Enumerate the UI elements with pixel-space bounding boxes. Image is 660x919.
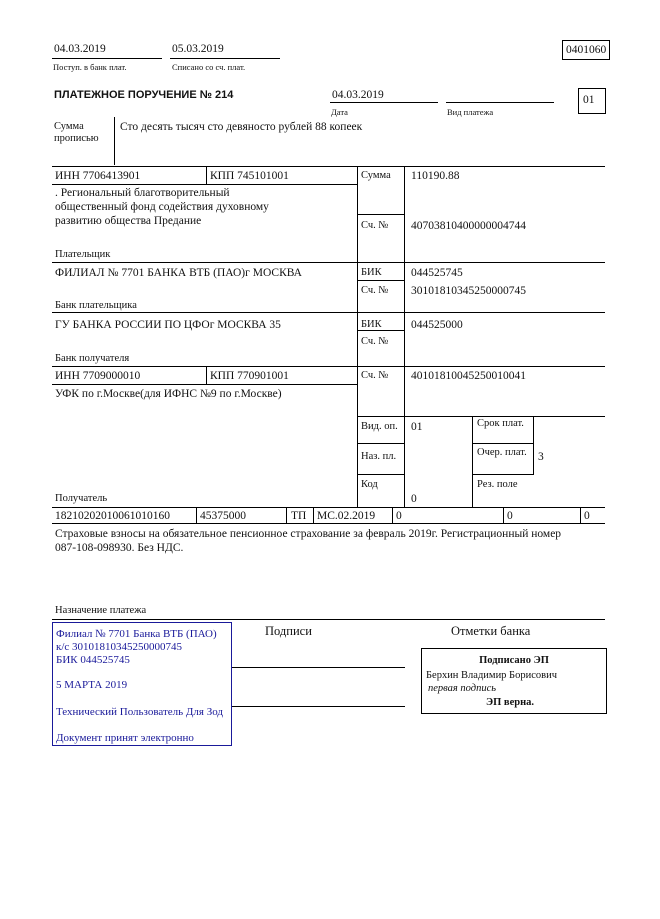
recipient-account-label: Сч. №: [361, 370, 389, 381]
payment-type-caption: Вид платежа: [447, 107, 494, 117]
signature-line-1: [232, 667, 405, 668]
grid-line-inn-bottom: [52, 184, 357, 185]
grid-vertical-labels: [404, 166, 405, 507]
grid-line-ops-1b: [472, 443, 533, 444]
form-code: 0401060: [566, 44, 607, 56]
tax-oktmo: 45375000: [200, 510, 246, 522]
grid-vertical-main: [357, 166, 358, 507]
recipient-inn: ИНН 7709000010: [55, 370, 141, 382]
order-date: 04.03.2019: [332, 89, 384, 101]
payer-bank-label: Банк плательщика: [55, 300, 137, 311]
recipient-kpp: КПП 770901001: [210, 370, 289, 382]
priority-label: Очер. плат.: [477, 447, 527, 458]
bank-marks-label: Отметки банка: [451, 624, 531, 638]
recipient-bank-bik: 044525000: [411, 319, 463, 331]
debited-date-line: [170, 58, 280, 59]
recipient-inn-kpp-divider: [206, 366, 207, 384]
recipient-name: УФК по г.Москве(для ИФНС №9 по г.Москве): [55, 388, 282, 400]
signer-name: Берхин Владимир Борисович: [426, 670, 557, 681]
debited-caption: Списано со сч. плат.: [172, 62, 246, 72]
stamp-accepted: Документ принят электронно: [56, 732, 194, 744]
tax-divider-2: [286, 507, 287, 523]
payer-name: . Региональный благотворительный общественный фонд содействия духовному развитию общества Предание: [55, 187, 269, 227]
payer-inn-kpp-divider: [206, 166, 207, 184]
received-caption: Поступ. в банк плат.: [53, 62, 127, 72]
signature-verified: ЭП верна.: [486, 697, 535, 708]
grid-line-ops-top: [357, 416, 605, 417]
grid-line-tax-bottom: [52, 523, 605, 524]
tax-divider-1: [196, 507, 197, 523]
op-type-label: Вид. оп.: [361, 421, 398, 432]
payer-bank-bik-label: БИК: [361, 267, 382, 278]
grid-line-ops-2: [357, 474, 404, 475]
order-date-line: [330, 102, 438, 103]
recipient-bank-name: ГУ БАНКА РОССИИ ПО ЦФОг МОСКВА 35: [55, 319, 281, 331]
payer-account: 40703810400000004744: [411, 220, 526, 232]
amount-words-divider: [114, 117, 115, 165]
status-code: 01: [583, 94, 595, 106]
tax-kbk: 18210202010061010160: [55, 510, 170, 522]
grid-line-recipient-bank-bottom: [52, 366, 605, 367]
tax-divider-5: [503, 507, 504, 523]
tax-divider-3: [313, 507, 314, 523]
signature-stamp: [421, 648, 607, 714]
purpose-code-label: Наз. пл.: [361, 451, 397, 462]
grid-vertical-ops-right: [533, 416, 534, 475]
code-label: Код: [361, 479, 378, 490]
grid-line-tax-top: [52, 507, 605, 508]
payer-bank-bik: 044525745: [411, 267, 463, 279]
signature-stamp-title: Подписано ЭП: [479, 655, 549, 666]
payer-label: Плательщик: [55, 249, 111, 260]
payer-kpp: КПП 745101001: [210, 170, 289, 182]
recipient-bank-corr-label: Сч. №: [361, 336, 389, 347]
purpose-label: Назначение платежа: [55, 605, 147, 616]
debited-date: 05.03.2019: [172, 43, 224, 55]
tax-period: МС.02.2019: [317, 510, 376, 522]
amount-value: 110190.88: [411, 170, 460, 182]
amount-words-label: Сумма прописью: [54, 121, 99, 144]
grid-line-recipient-inn-bottom: [52, 384, 357, 385]
payer-bank-corr-label: Сч. №: [361, 285, 389, 296]
recipient-bank-bik-label: БИК: [361, 319, 382, 330]
stamp-bank-name: Филиал № 7701 Банка ВТБ (ПАО): [56, 628, 217, 640]
received-date-line: [52, 58, 162, 59]
status-box: [578, 88, 606, 114]
priority-value: 3: [538, 451, 544, 463]
stamp-user: Технический Пользователь Для Зод: [56, 706, 224, 718]
term-label: Срок плат.: [477, 418, 524, 429]
tax-basis: ТП: [291, 510, 307, 522]
tax-divider-4: [392, 507, 393, 523]
grid-line-bik-bottom: [357, 280, 404, 281]
op-type-value: 01: [411, 421, 423, 433]
grid-line-amount-bottom: [357, 214, 404, 215]
recipient-label: Получатель: [55, 493, 108, 504]
date-caption: Дата: [331, 107, 348, 117]
grid-line-ops-1: [357, 443, 404, 444]
form-code-box: [562, 40, 610, 60]
recipient-account: 40101810045250010041: [411, 370, 526, 382]
signer-role: первая подпись: [428, 683, 497, 694]
amount-words: Сто десять тысяч сто девяносто рублей 88 копеек: [120, 121, 363, 133]
document-title: ПЛАТЕЖНОЕ ПОРУЧЕНИЕ № 214: [54, 89, 234, 101]
received-date: 04.03.2019: [54, 43, 106, 55]
tax-doc-number: 0: [396, 510, 402, 522]
payer-account-label: Сч. №: [361, 220, 389, 231]
signature-line-2: [232, 706, 405, 707]
grid-vertical-ops-mid: [472, 416, 473, 507]
payer-bank-name: ФИЛИАЛ № 7701 БАНКА ВТБ (ПАО)г МОСКВА: [55, 267, 302, 279]
amount-label: Сумма: [361, 170, 391, 181]
payer-bank-corr-account: 30101810345250000745: [411, 285, 526, 297]
stamp-date: 5 МАРТА 2019: [56, 679, 128, 691]
payment-type-line: [446, 102, 554, 103]
code-value: 0: [411, 493, 417, 505]
purpose-bottom-line: [52, 619, 605, 620]
grid-line-ops-2b: [472, 474, 533, 475]
payer-inn: ИНН 7706413901: [55, 170, 141, 182]
tax-divider-6: [580, 507, 581, 523]
signatures-label: Подписи: [265, 624, 312, 638]
reserve-label: Рез. поле: [477, 479, 518, 490]
tax-type: 0: [584, 510, 590, 522]
payment-purpose: Страховые взносы на обязательное пенсионное страхование за февраль 2019г. Регистрационный номер 087-108-098930. Без НДС.: [55, 528, 562, 554]
recipient-bank-label: Банк получателя: [55, 353, 130, 364]
grid-line-payer-bottom: [52, 262, 605, 263]
bank-stamp: [52, 622, 232, 746]
tax-doc-date: 0: [507, 510, 513, 522]
stamp-bik: БИК 044525745: [56, 654, 130, 666]
stamp-corr-account: к/с 30101810345250000745: [56, 641, 183, 653]
grid-line-top: [52, 166, 605, 167]
